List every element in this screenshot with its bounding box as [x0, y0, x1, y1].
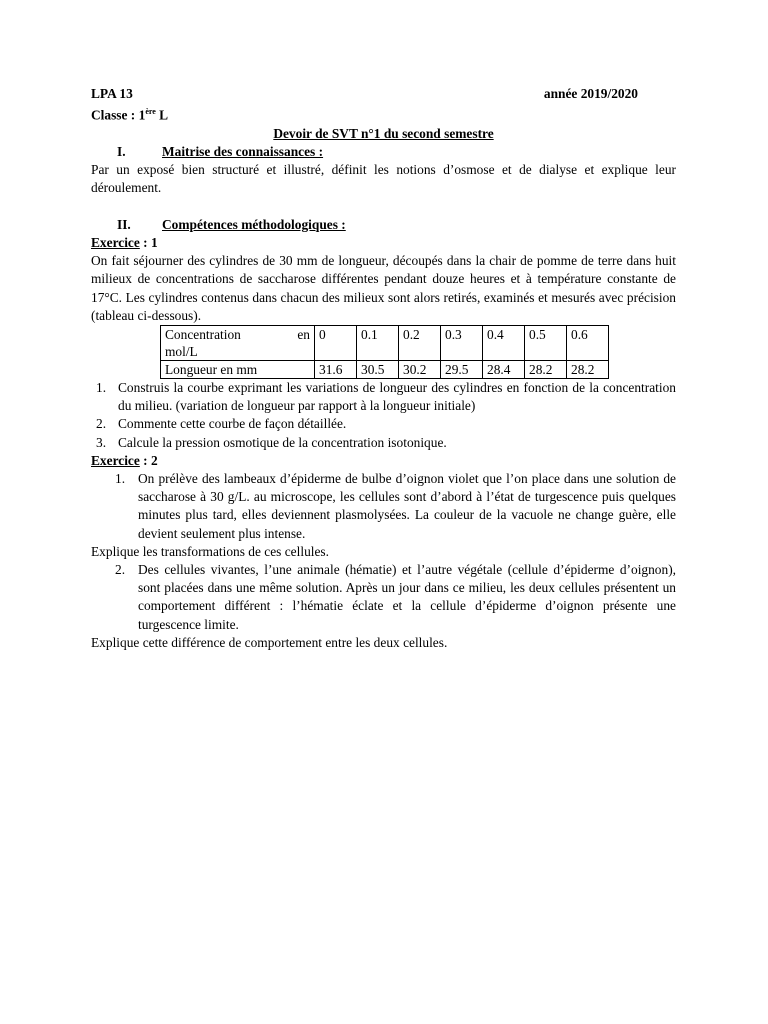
table-cell: 28.4 — [483, 360, 525, 378]
exercise-1-text: On fait séjourner des cylindres de 30 mm de longueur, découpés dans la chair de pomme de terre dans huit milieux de concentrations de saccharose différentes pendant douze heures et à température constante de 17°C. Les cylindres contenus dans chacun des milieux sont alors retirés, examinés et mesurés avec précision (tableau ci-dessous). — [91, 253, 676, 323]
question-text: Construis la courbe exprimant les variations de longueur des cylindres en fonction de la concentration du milieu. (variation de longueur par rapport à la longueur initiale) — [118, 379, 676, 414]
exercise-2-heading — [91, 452, 676, 470]
table-cell: 30.5 — [357, 360, 399, 378]
exercise-2-number: : 2 — [139, 452, 158, 468]
section-2-number: II. — [117, 216, 131, 232]
question-number: 2. — [115, 561, 126, 577]
list-item — [91, 470, 676, 543]
class-prefix: Classe : 1 — [91, 107, 146, 123]
exercise-2-question-1 — [91, 470, 676, 543]
table-cell: 0.5 — [525, 325, 567, 360]
question-text: Calcule la pression osmotique de la concentration isotonique. — [118, 434, 447, 450]
class-suffix: L — [155, 107, 169, 123]
table-cell: 0.3 — [441, 325, 483, 360]
question-text: On prélève des lambeaux d’épiderme de bulbe d’oignon violet que l’on place dans une solution de saccharose à 30 g/L. au microscope, les cellules sont d’abord à l’état de turgescence puis quelques minutes plus tard, elles deviennent plasmolysées. La couleur de la vacuole ne change guère, elle devient seulement plus intense. — [138, 470, 676, 541]
exercise-2-instruction-2: Explique cette différence de comportement entre les deux cellules. — [91, 634, 448, 650]
header-row — [91, 85, 676, 103]
label-part: Concentration — [165, 326, 241, 342]
table-cell: 29.5 — [441, 360, 483, 378]
section-2-title: Compétences méthodologiques : — [162, 216, 346, 232]
question-number: 3. — [96, 434, 107, 450]
table-cell: 0.4 — [483, 325, 525, 360]
class-line — [91, 103, 676, 125]
table-cell: 28.2 — [567, 360, 609, 378]
school-year: année 2019/2020 — [543, 86, 638, 101]
document-title: Devoir de SVT n°1 du second semestre — [273, 125, 494, 141]
exercise-2-instruction-1: Explique les transformations de ces cellules. — [91, 543, 329, 559]
section-1-heading — [117, 143, 676, 161]
exercise-1-questions — [91, 379, 676, 452]
table-row-length — [161, 360, 609, 378]
list-item — [91, 561, 676, 634]
question-number: 1. — [115, 470, 126, 486]
spacer — [91, 198, 676, 216]
question-number: 2. — [96, 416, 107, 432]
list-item — [91, 379, 676, 415]
table-label-concentration — [161, 325, 315, 360]
school-name: LPA 13 — [91, 86, 133, 101]
table-cell: 0.6 — [567, 325, 609, 360]
data-table — [160, 325, 609, 379]
exercise-2-label: Exercice — [91, 452, 140, 468]
question-number: 1. — [96, 379, 107, 395]
list-item — [91, 434, 676, 452]
exercise-2-question-2 — [91, 561, 676, 634]
class-superscript: ère — [145, 107, 156, 117]
list-item — [91, 415, 676, 433]
table-cell: 0.1 — [357, 325, 399, 360]
table-cell: 31.6 — [315, 360, 357, 378]
question-text: Commente cette courbe de façon détaillée. — [118, 416, 347, 432]
exercise-1-number: : 1 — [139, 234, 158, 250]
section-1-number: I. — [117, 144, 126, 160]
exercise-1-label: Exercice — [91, 234, 140, 250]
table-cell: 30.2 — [399, 360, 441, 378]
section-1-title: Maitrise des connaissances : — [162, 144, 324, 160]
section-1-text: Par un exposé bien structuré et illustré, définit les notions d’osmose et de dialyse et explique leur déroulement. — [91, 162, 676, 196]
section-2-heading — [117, 216, 676, 234]
table-label-length: Longueur en mm — [161, 360, 315, 378]
document-page — [91, 85, 676, 652]
label-part: mol/L — [165, 343, 198, 359]
table-cell: 0.2 — [399, 325, 441, 360]
table-cell: 0 — [315, 325, 357, 360]
exercise-1-heading — [91, 234, 676, 252]
table-row-concentration — [161, 325, 609, 360]
table-cell: 28.2 — [525, 360, 567, 378]
question-text: Des cellules vivantes, l’une animale (hématie) et l’autre végétale (cellule d’épiderme d’oignon), sont placées dans une même solution. Après un jour dans ce milieu, les deux cellules présentent un comportement différent : l’hématie éclate et la cellule d’épiderme d’oignon présente une turgescence limite. — [138, 561, 676, 632]
label-part: en — [297, 326, 310, 342]
